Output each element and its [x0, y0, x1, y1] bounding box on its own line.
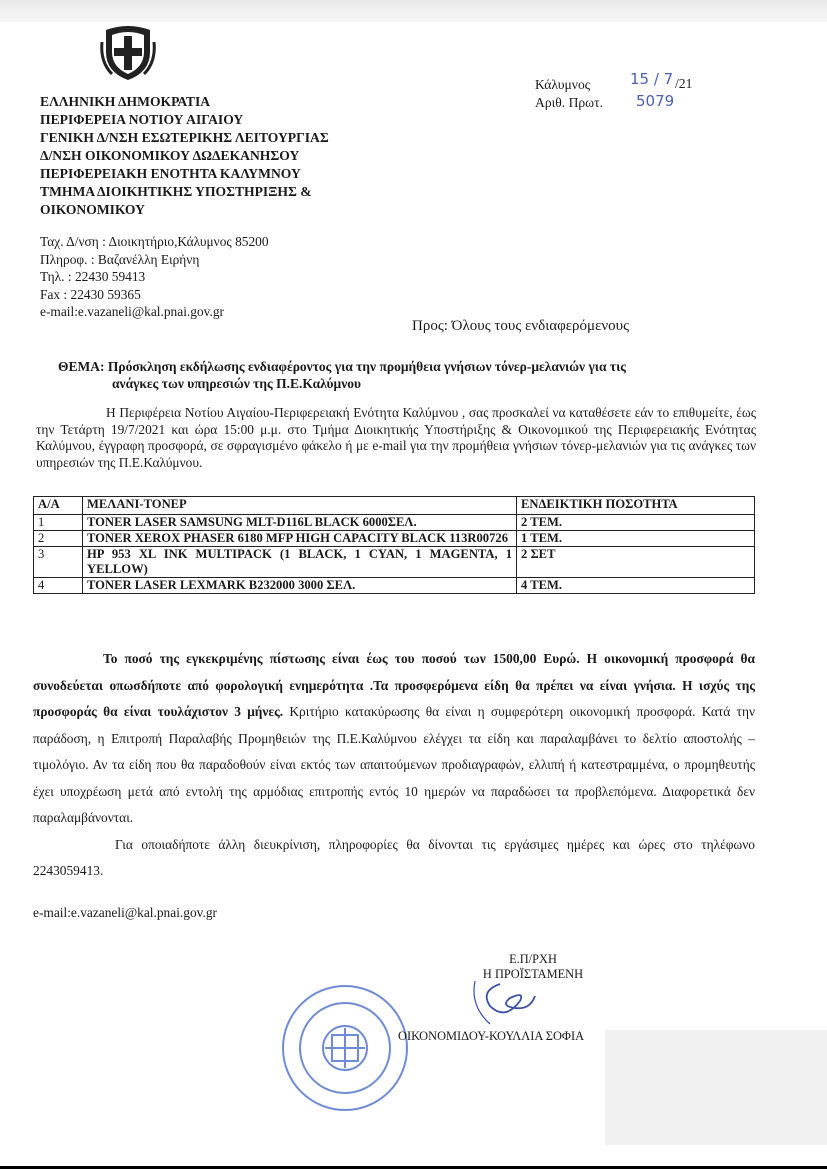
table-row [34, 547, 755, 578]
org-line: ΕΛΛΗΝΙΚΗ ΔΗΜΟΚΡΑΤΙΑ [40, 94, 211, 109]
row-num: 2 [34, 531, 83, 547]
body-paragraph [33, 646, 755, 885]
subject-line-2: ανάγκες των υπηρεσιών της Π.Ε.Καλύμνου [112, 376, 361, 391]
place: Κάλυμνος [535, 77, 591, 92]
contact-line: Ταχ. Δ/νση : Διοικητήριο,Κάλυμνος 85200 [40, 234, 269, 249]
row-qty: 1 ΤΕΜ. [517, 531, 755, 547]
protocol-label: Αριθ. Πρωτ. [535, 95, 603, 110]
handwritten-signature [470, 976, 560, 1026]
recipient: Προς: Όλους τους ενδιαφερόμενους [412, 318, 630, 334]
place-date-block [535, 76, 603, 112]
header-item: ΜΕΛΑΝΙ-ΤΟΝΕΡ [83, 497, 517, 515]
signature-line-2: Η ΠΡΟΪΣΤΑΜΕΝΗ [482, 967, 584, 981]
org-line: ΓΕΝΙΚΗ Δ/ΝΣΗ ΕΣΩΤΕΡΙΚΗΣ ΛΕΙΤΟΥΡΓΙΑΣ [40, 130, 329, 145]
scan-shade [605, 1030, 827, 1145]
contact-line: Fax : 22430 59365 [40, 286, 141, 302]
row-num: 1 [34, 515, 83, 531]
header-num: Α/Α [34, 497, 83, 515]
signatory-name: ΟΙΚΟΝΟΜΙΔΟΥ-ΚΟΥΛΛΙΑ ΣΟΦΙΑ [398, 1029, 585, 1043]
org-line: ΟΙΚΟΝΟΜΙΚΟΥ [40, 202, 145, 217]
handwritten-date: 15 / 7 [630, 70, 674, 88]
table-row [34, 531, 755, 547]
info-text: Για οποιαδήποτε άλλη διευκρίνιση, πληροφορίες θα δίνονται τις εργάσιμες ημέρες και ώρες στο τηλέφωνο 2243059413. [33, 836, 755, 878]
table-row [34, 578, 755, 594]
org-line: Δ/ΝΣΗ ΟΙΚΟΝΟΜΙΚΟΥ ΔΩΔΕΚΑΝΗΣΟΥ [40, 148, 300, 163]
row-num: 4 [34, 578, 83, 594]
greek-coat-of-arms-icon [98, 22, 158, 82]
intro-paragraph [36, 405, 756, 471]
handwritten-protocol-number: 5079 [636, 92, 675, 110]
contact-line: Πληροφ. : Βαζανέλλη Ειρήνη [40, 251, 200, 267]
signature-line-1: Ε.Π/ΡΧΗ [509, 952, 557, 966]
row-qty: 2 ΣΕΤ [517, 547, 755, 578]
header-qty: ΕΝΔΕΙΚΤΙΚΗ ΠΟΣΟΤΗΤΑ [517, 497, 755, 515]
contact-block [40, 233, 269, 321]
row-num: 3 [34, 547, 83, 578]
scan-top-strip [0, 0, 827, 22]
row-item: TONER XEROX PHASER 6180 MFP HIGH CAPACITY BLACK 113R00726 [83, 531, 517, 547]
items-table [33, 496, 755, 594]
row-qty: 4 ΤΕΜ. [517, 578, 755, 594]
subject [58, 358, 758, 392]
table-header-row [34, 497, 755, 515]
footer-email: e-mail:e.vazaneli@kal.pnai.gov.gr [33, 905, 217, 920]
contact-line: Τηλ. : 22430 59413 [40, 269, 146, 284]
org-line: ΠΕΡΙΦΕΡΕΙΑΚΗ ΕΝΟΤΗΤΑ ΚΑΛΥΜΝΟΥ [40, 166, 301, 181]
row-item: TONER LASER SAMSUNG MLT-D116L BLACK 6000ΣΕΛ. [83, 515, 517, 531]
body-bold-text: Το ποσό της εγκεκριμένης πίστωσης είναι έως του ποσού των 1500,00 Ευρώ. Η οικονομική προσφορά θα συνοδεύεται οπωσδήποτε από φορολογική ενημερότητα .Τα προσφερόμενα είδη θα πρέπει να είναι γνήσια. Η ισχύς της προσφοράς θα είναι τουλάχιστον 3 μήνες. [33, 651, 755, 719]
subject-line-1: ΘΕΜΑ: Πρόσκληση εκδήλωσης ενδιαφέροντος για την προμήθεια γνήσιων τόνερ-μελανιών για τις [58, 359, 626, 374]
contact-line: e-mail:e.vazaneli@kal.pnai.gov.gr [40, 304, 224, 319]
row-qty: 2 ΤΕΜ. [517, 515, 755, 531]
org-line: ΠΕΡΙΦΕΡΕΙΑ ΝΟΤΙΟΥ ΑΙΓΑΙΟΥ [40, 112, 244, 127]
body-normal-text: Κριτήριο κατακύρωσης θα είναι η συμφερότερη οικονομική προσφορά. Κατά την παράδοση, η Επιτροπή Παραλαβής Προμηθειών της Π.Ε.Καλύμνου ελέγχει τα είδη και παραλαμβάνει το δελτίο αποστολής –τιμολόγιο. Αν τα είδη που θα παραδοθούν είναι εκτός των απαιτούμενων προδιαγραφών, ελλιπή ή κατεστραμμένα, ο προμηθευτής έχει υποχρέωση μετά από εντολή της αρμόδιας επιτροπής εντός 10 ημερών να παραδώσει τα προβλεπόμενα. Διαφορετικά δεν παραλαμβάνονται. [33, 704, 755, 825]
date-year: /21 [675, 76, 693, 91]
row-item: HP 953 XL INK MULTIPACK (1 BLACK, 1 CYAN, 1 MAGENTA, 1 YELLOW) [83, 547, 517, 578]
row-item: TONER LASER LEXMARK B232000 3000 ΣΕΛ. [83, 578, 517, 594]
table-row [34, 515, 755, 531]
intro-text: Η Περιφέρεια Νοτίου Αιγαίου-Περιφερειακή Ενότητα Καλύμνου , σας προσκαλεί να καταθέσετε εάν το επιθυμείτε, έως την Τετάρτη 19/7/2021 και ώρα 15:00 μ.μ. στο Τμήμα Διοικητικής Υποστήριξης & Οικονομικού της Περιφερειακής Ενότητας Καλύμνου, έγγραφη προσφορά, σε σφραγισμένο φάκελο ή με e-mail για την προμήθεια γνήσιων τόνερ-μελανιών για τις ανάγκες των υπηρεσιών της Π.Ε.Καλύμνου. [36, 405, 756, 470]
org-line: ΤΜΗΜΑ ΔΙΟΙΚΗΤΙΚΗΣ ΥΠΟΣΤΗΡΙΞΗΣ & [40, 184, 312, 199]
organization-block [40, 93, 329, 219]
